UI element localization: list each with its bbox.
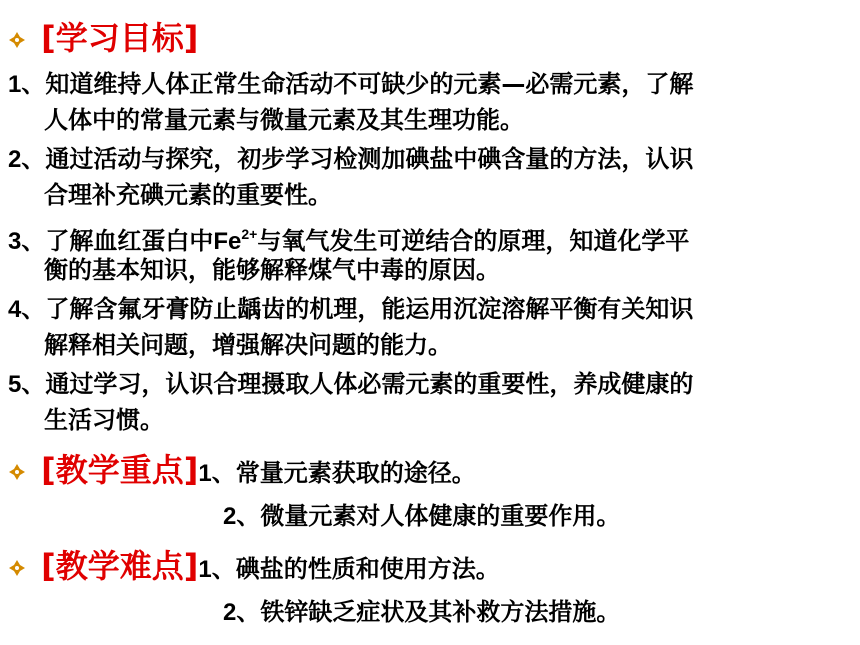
goal-number: 2: [8, 146, 22, 173]
goal-item-5-cont: [44, 402, 164, 438]
goal-item-1-cont: [44, 102, 524, 138]
goal-number: 4: [8, 296, 22, 323]
iron-charge: 2+: [241, 226, 258, 242]
key-point-text: 、常量元素获取的途径。: [211, 459, 476, 487]
goal-item-4-cont: [44, 327, 452, 363]
difficulties-header: [8, 546, 500, 588]
goal-text: 、了解含氟牙膏防止龋齿的机理，能运用沉淀溶解平衡有关知识: [21, 295, 694, 323]
goal-text: 衡的基本知识，能够解释煤气中毒的原因。: [44, 256, 500, 284]
goal-number: 3: [8, 228, 22, 255]
goal-text: 人体中的常量元素与微量元素及其生理功能。: [44, 106, 524, 134]
key-point-text: 、微量元素对人体健康的重要作用。: [236, 502, 621, 530]
difficulty-number: 2: [223, 599, 237, 626]
goal-item-2-cont: [44, 177, 332, 213]
difficulty-text: 、碘盐的性质和使用方法。: [211, 555, 500, 583]
key-points-header: [8, 450, 476, 492]
goal-text: 生活习惯。: [44, 406, 164, 434]
goal-text: 、了解血红蛋白中: [21, 227, 214, 255]
goal-item-5: [8, 366, 693, 403]
goal-text: 解释相关问题，增强解决问题的能力。: [44, 331, 452, 359]
difficulty-item-1: [198, 555, 499, 583]
diamond-bullet-icon: [8, 559, 24, 575]
difficulties-heading: [教学难点]: [41, 547, 199, 585]
diamond-bullet-icon: [8, 463, 24, 479]
goals-heading: [学习目标]: [41, 19, 199, 57]
goal-number: 1: [8, 71, 22, 98]
goals-header: [8, 18, 198, 58]
goal-number: 5: [8, 371, 22, 398]
goal-item-4: [8, 291, 693, 328]
iron-symbol: Fe: [213, 228, 242, 255]
diamond-bullet-icon: [8, 31, 24, 47]
key-point-item-2: [223, 498, 620, 535]
goal-text: 、通过活动与探究，初步学习检测加碘盐中碘含量的方法，认识: [21, 145, 694, 173]
difficulty-item-2: [223, 594, 620, 631]
key-point-number: 2: [223, 503, 237, 530]
difficulty-text: 、铁锌缺乏症状及其补救方法措施。: [236, 598, 621, 626]
goal-text: 与氧气发生可逆结合的原理，知道化学平: [257, 227, 690, 255]
goal-text: 合理补充碘元素的重要性。: [44, 181, 332, 209]
goal-item-3-cont: [44, 252, 500, 288]
goal-item-2: [8, 141, 693, 178]
goal-text: 、知道维持人体正常生命活动不可缺少的元素—必需元素，了解: [21, 70, 694, 98]
goal-item-1: [8, 66, 693, 103]
key-point-item-1: [198, 459, 475, 487]
difficulty-number: 1: [198, 556, 212, 583]
key-points-heading: [教学重点]: [41, 451, 199, 489]
key-point-number: 1: [198, 460, 212, 487]
goal-text: 、通过学习，认识合理摄取人体必需元素的重要性，养成健康的: [21, 370, 694, 398]
